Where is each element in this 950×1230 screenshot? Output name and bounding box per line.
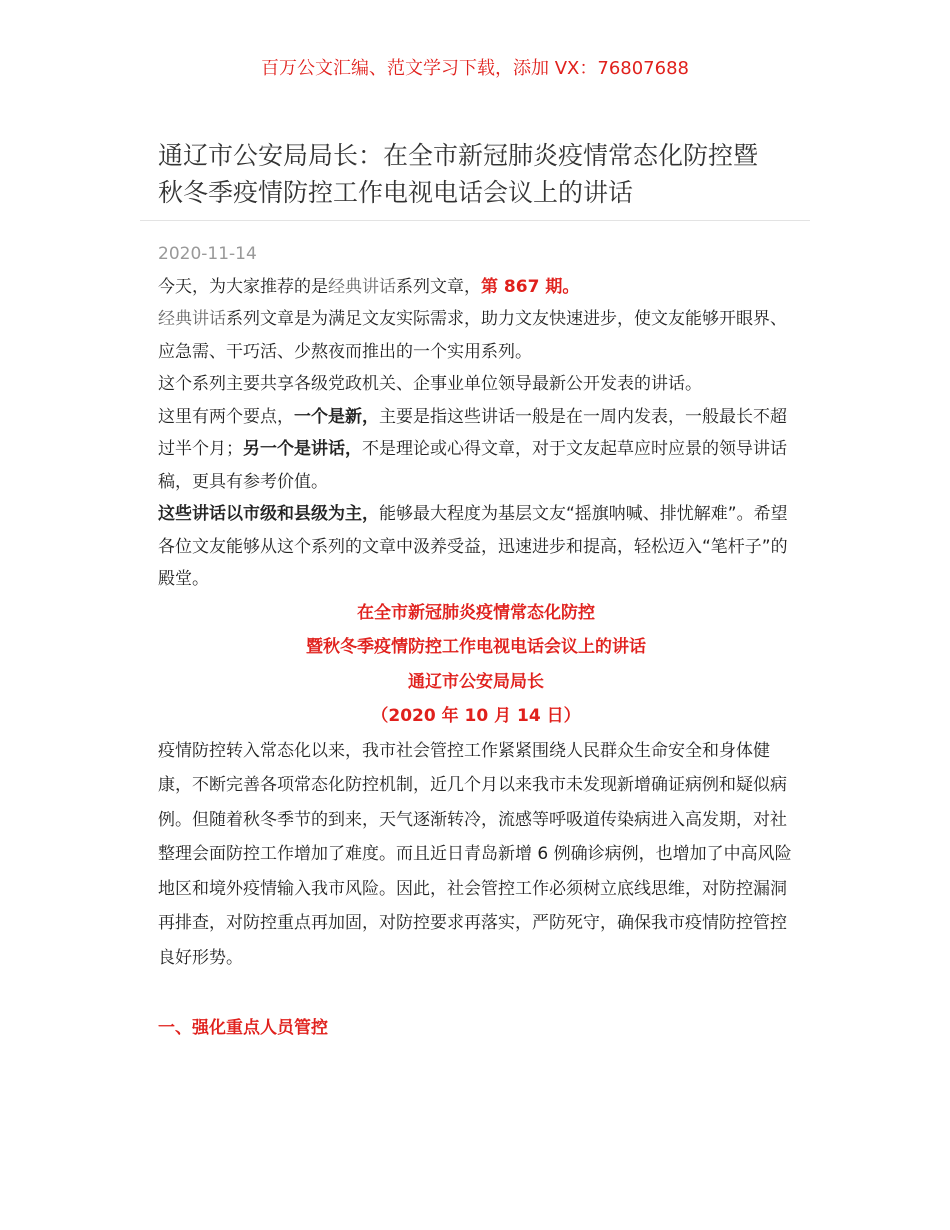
intro-p4-a: 这里有两个要点，: [158, 406, 294, 427]
article-date: 2020-11-14: [158, 244, 257, 264]
intro-paragraph-2: [158, 303, 794, 368]
speech-speaker: 通辽市公安局局长: [408, 671, 544, 692]
title-divider: [140, 220, 810, 221]
intro-paragraph-5: [158, 498, 794, 596]
article-title: [158, 137, 808, 211]
intro-paragraph-1: [158, 271, 794, 304]
speech-paragraph: 疫情防控转入常态化以来，我市社会管控工作紧紧围绕人民群众生命安全和身体健康，不断完善各项常态化防控机制，近几个月以来我市未发现新增确证病例和疑似病例。但随着秋冬季节的到来，天气逐渐转冷，流感等呼吸道传染病进入高发期，对社整理会面防控工作增加了难度。而且近日青岛新增 6 例确诊病例，也增加了中高风险地区和境外疫情输入我市风险。因此，社会管控工作必须树立底线思维，对防控漏洞再排查，对防控重点再加固，对防控要求再落实，严防死守，确保我市疫情防控管控良好形势。: [158, 740, 792, 968]
intro-paragraph-4: [158, 401, 794, 499]
intro-p4-point-2: 另一个是讲话，: [243, 439, 362, 459]
header-promo-note: 百万公文汇编、范文学习下载，添加 VX：76807688: [261, 58, 689, 79]
section-heading: 一、强化重点人员管控: [158, 1018, 328, 1038]
intro-p5-bold: 这些讲话以市级和县级为主，: [158, 504, 379, 524]
intro-p4-c: 主要是指这些讲话一般是在一周内发表，一般最长不超过半个月；: [158, 406, 787, 459]
intro-paragraph-3: 这个系列主要共享各级党政机关、企事业单位领导最新公开发表的讲话。: [158, 374, 702, 394]
intro-p4-point-1: 一个是新，: [294, 406, 379, 427]
intro-p1-middle: 系列文章，: [396, 276, 481, 297]
intro-p4-e: 不是理论或心得文章，对于文友起草应时应景的领导讲话稿，更具有参考价值。: [158, 439, 787, 492]
series-name: 经典讲话: [328, 276, 396, 297]
article-title-line2: 秋冬季疫情防控工作电视电话会议上的讲话: [158, 178, 634, 207]
speech-heading-line2: 暨秋冬季疫情防控工作电视电话会议上的讲话: [306, 637, 646, 657]
speech-date: （2020 年 10 月 14 日）: [371, 706, 581, 726]
intro-p2-text: 系列文章是为满足文友实际需求，助力文友快速进步，使文友能够开眼界、应急需、干巧活、少熬夜而推出的一个实用系列。: [158, 309, 787, 362]
series-name: 经典讲话: [158, 309, 226, 329]
article-title-line1: 通辽市公安局局长：在全市新冠肺炎疫情常态化防控暨: [158, 141, 759, 170]
intro-p1-prefix: 今天，为大家推荐的是: [158, 276, 328, 297]
intro-p5-text: 能够最大程度为基层文友“摇旗呐喊、排忧解难”。希望各位文友能够从这个系列的文章中汲养受益，迅速进步和提高，轻松迈入“笔杆子”的殿堂。: [158, 504, 788, 589]
issue-number: 第 867 期。: [481, 276, 580, 297]
speech-heading-line1: 在全市新冠肺炎疫情常态化防控: [357, 602, 595, 623]
article-body: [158, 238, 794, 1045]
